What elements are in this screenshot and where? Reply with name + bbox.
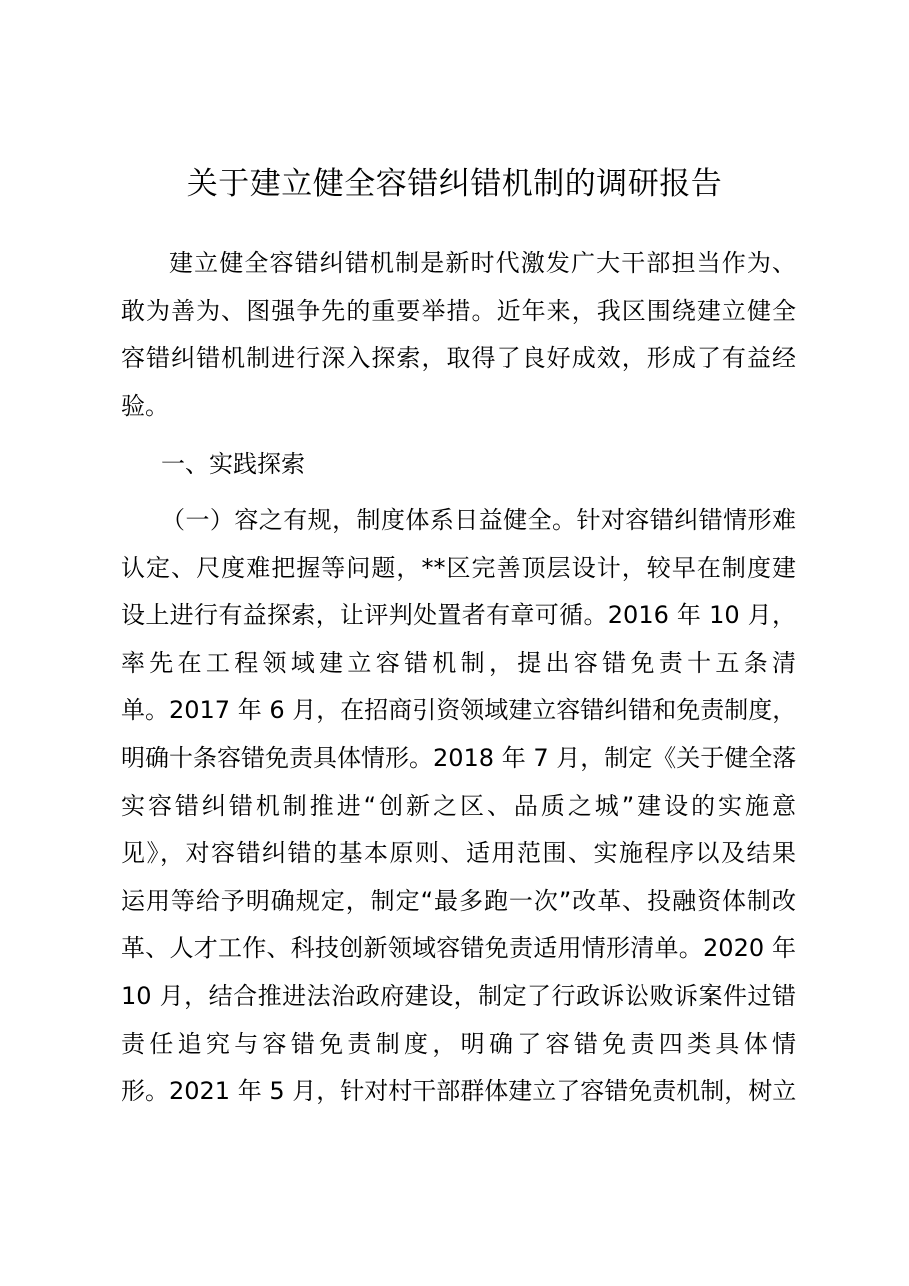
paragraph-line: 10 月，结合推进法治政府建设，制定了行政诉讼败诉案件过错 [121,981,796,1010]
intro-line: 验。 [121,391,169,420]
paragraph-line: 率先在工程领域建立容错机制，提出容错免责十五条清 [121,648,796,677]
intro-paragraph [121,240,796,430]
section-paragraph [121,497,796,1116]
document-title: 关于建立健全容错纠错机制的调研报告 [186,166,723,202]
document-body [121,240,796,1116]
paragraph-line: 责任追究与容错免责制度，明确了容错免责四类具体情 [121,1029,796,1058]
paragraph-line: 明确十条容错免责具体情形。2018 年 7 月，制定《关于健全落 [121,743,797,772]
paragraph-line: 见》，对容错纠错的基本原则、适用范围、实施程序以及结果 [121,839,796,868]
paragraph-line: 单。2017 年 6 月，在招商引资领域建立容错纠错和免责制度， [121,696,797,725]
paragraph-line: 设上进行有益探索，让评判处置者有章可循。2016 年 10 月， [121,601,796,630]
intro-line: 敢为善为、图强争先的重要举措。近年来，我区围绕建立健全 [121,296,796,325]
intro-line: 容错纠错机制进行深入探索，取得了良好成效，形成了有益经 [121,344,796,373]
spacer [121,430,796,441]
paragraph-line: 认定、尺度难把握等问题，**区完善顶层设计，较早在制度建 [121,553,796,582]
paragraph-line: 形。2021 年 5 月，针对村干部群体建立了容错免责机制，树立 [121,1077,797,1106]
spacer [121,489,796,497]
paragraph-line: 运用等给予明确规定，制定“最多跑一次”改革、投融资体制改 [121,886,796,915]
paragraph-line: 实容错纠错机制推进“创新之区、品质之城”建设的实施意 [121,791,796,820]
paragraph-line: 革、人才工作、科技创新领域容错免责适用情形清单。2020 年 [121,934,796,963]
intro-line: 建立健全容错纠错机制是新时代激发广大干部担当作为、 [169,249,796,277]
paragraph-line: （一）容之有规，制度体系日益健全。针对容错纠错情形难 [161,505,796,534]
section-heading: 一、实践探索 [161,450,305,479]
